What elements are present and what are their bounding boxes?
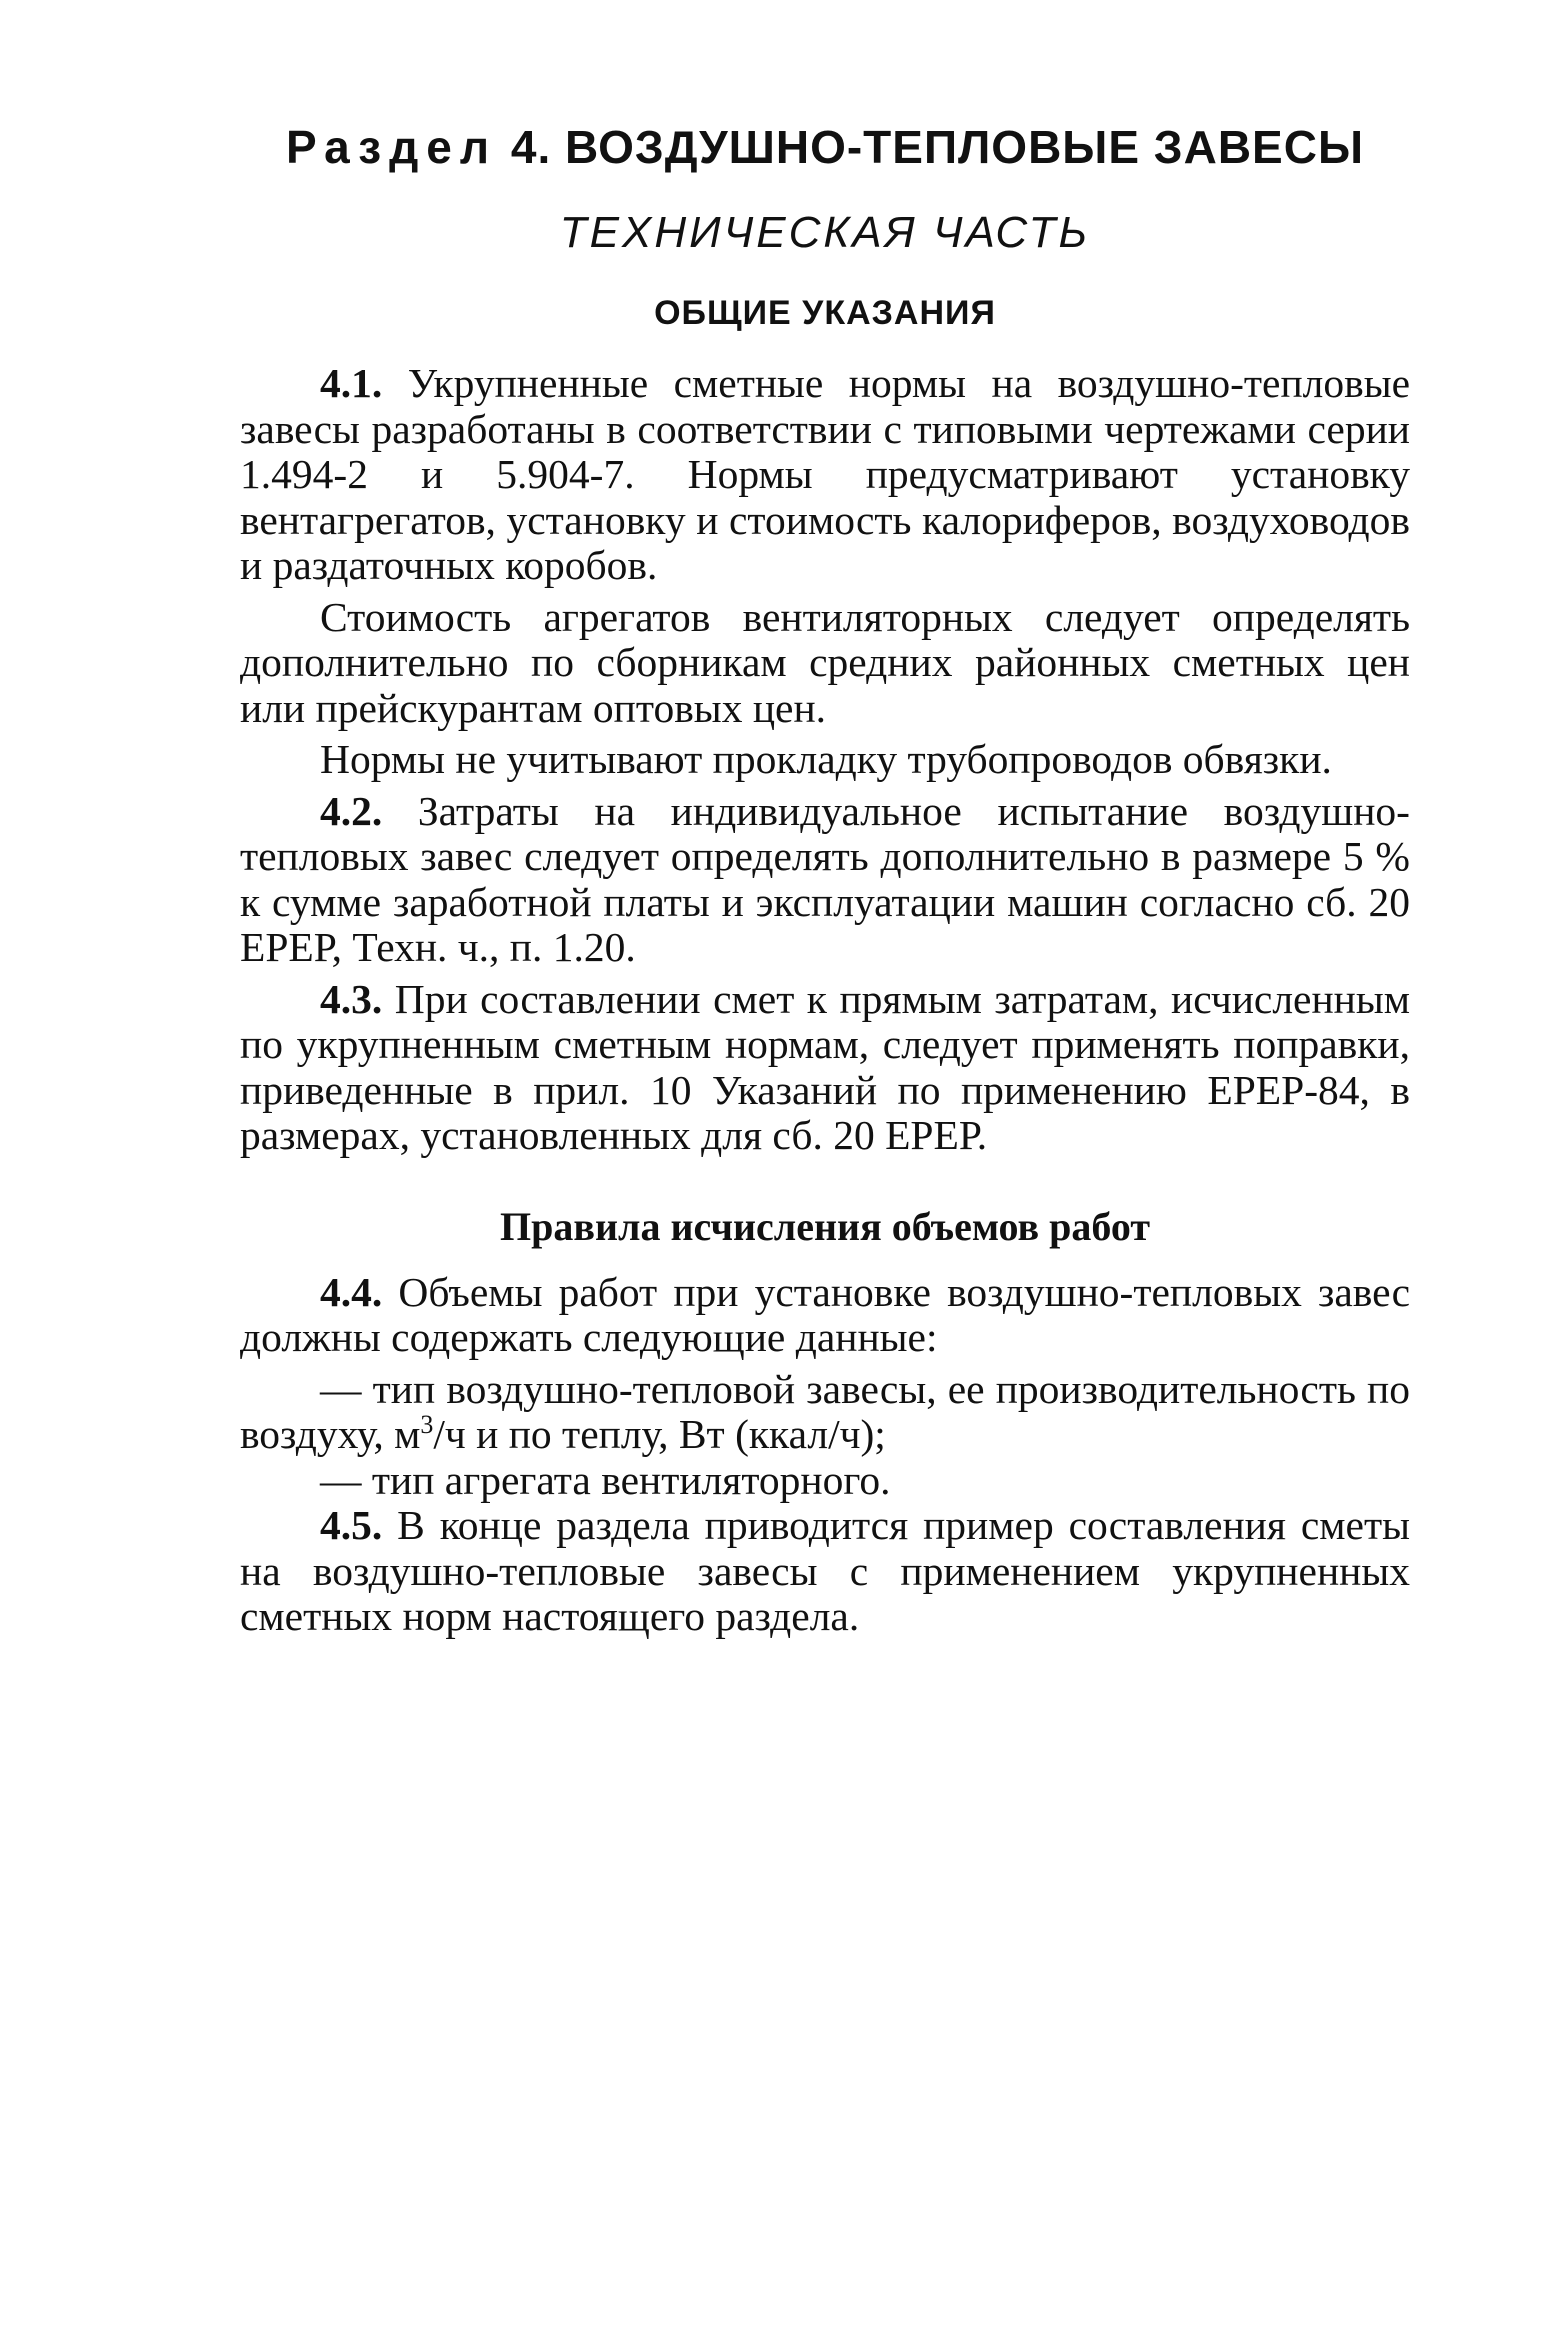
paragraph-text: Объемы работ при установке воздушно-тепловых завес должны содержать следующие данные:: [240, 1268, 1410, 1360]
list-item-text: — тип агрегата вентиляторного.: [320, 1456, 891, 1503]
paragraph-4-1: [240, 361, 1410, 589]
paragraph-number: 4.1.: [320, 360, 383, 406]
paragraph-text: Затраты на индивидуальное испытание воздушно-тепловых завес следует определять дополнительно в размере 5 % к сумме заработной платы и эксплуатации машин согласно сб. 20 ЕРЕР, Техн. ч., п. 1.20.: [240, 787, 1410, 970]
section-title: [240, 120, 1410, 174]
paragraph-text: В конце раздела приводится пример составления сметы на воздушно-тепловые завесы с применением укрупненных сметных норм настоящего раздела.: [240, 1502, 1410, 1639]
paragraph-number: 4.4.: [320, 1268, 383, 1315]
paragraph-number: 4.5.: [320, 1502, 383, 1548]
general-instructions-heading: ОБЩИЕ УКАЗАНИЯ: [654, 294, 996, 332]
section-word: Раздел: [286, 121, 498, 173]
volume-rules-heading: Правила исчисления объемов работ: [500, 1203, 1150, 1249]
paragraph-4-2: [240, 789, 1410, 971]
list-item-fan-type: [240, 1458, 1410, 1504]
technical-part-heading: ТЕХНИЧЕСКАЯ ЧАСТЬ: [559, 208, 1091, 257]
paragraph-number: 4.2.: [320, 787, 383, 834]
paragraph-4-3: [240, 977, 1410, 1159]
paragraph-number: 4.3.: [320, 975, 383, 1022]
list-item-text: — тип воздушно-тепловой завесы, ее производительность по воздуху, м: [240, 1365, 1410, 1457]
paragraph-text: При составлении смет к прямым затратам, исчисленным по укрупненным сметным нормам, следует применять поправки, приведенные в прил. 10 Указаний по применению ЕРЕР-84, в размерах, установленных для сб. 20 ЕРЕР.: [240, 975, 1411, 1158]
section-title-text: 4. ВОЗДУШНО-ТЕПЛОВЫЕ ЗАВЕСЫ: [510, 121, 1364, 173]
paragraph-4-5: [240, 1503, 1410, 1640]
paragraph-piping-excluded: [240, 737, 1410, 783]
paragraph-fan-cost: [240, 595, 1410, 732]
paragraph-text: Стоимость агрегатов вентиляторных следует определять дополнительно по сборникам средних районных сметных цен или прейскурантам оптовых цен.: [240, 593, 1410, 731]
document-page: [240, 120, 1410, 1646]
paragraph-4-4: [240, 1270, 1410, 1361]
list-item-text-end: /ч и по теплу, Вт (ккал/ч);: [433, 1411, 886, 1457]
paragraph-text: Укрупненные сметные нормы на воздушно-тепловые завесы разработаны в соответствии с типовыми чертежами серии 1.494-2 и 5.904-7. Нормы предусматривают установку вентагрегатов, установку и стоимость калориферов, воздуховодов и раздаточных коробов.: [240, 360, 1411, 588]
paragraph-text: Нормы не учитывают прокладку трубопроводов обвязки.: [320, 736, 1332, 782]
list-item-curtain-type: [240, 1367, 1410, 1458]
superscript-3: 3: [420, 1410, 434, 1440]
